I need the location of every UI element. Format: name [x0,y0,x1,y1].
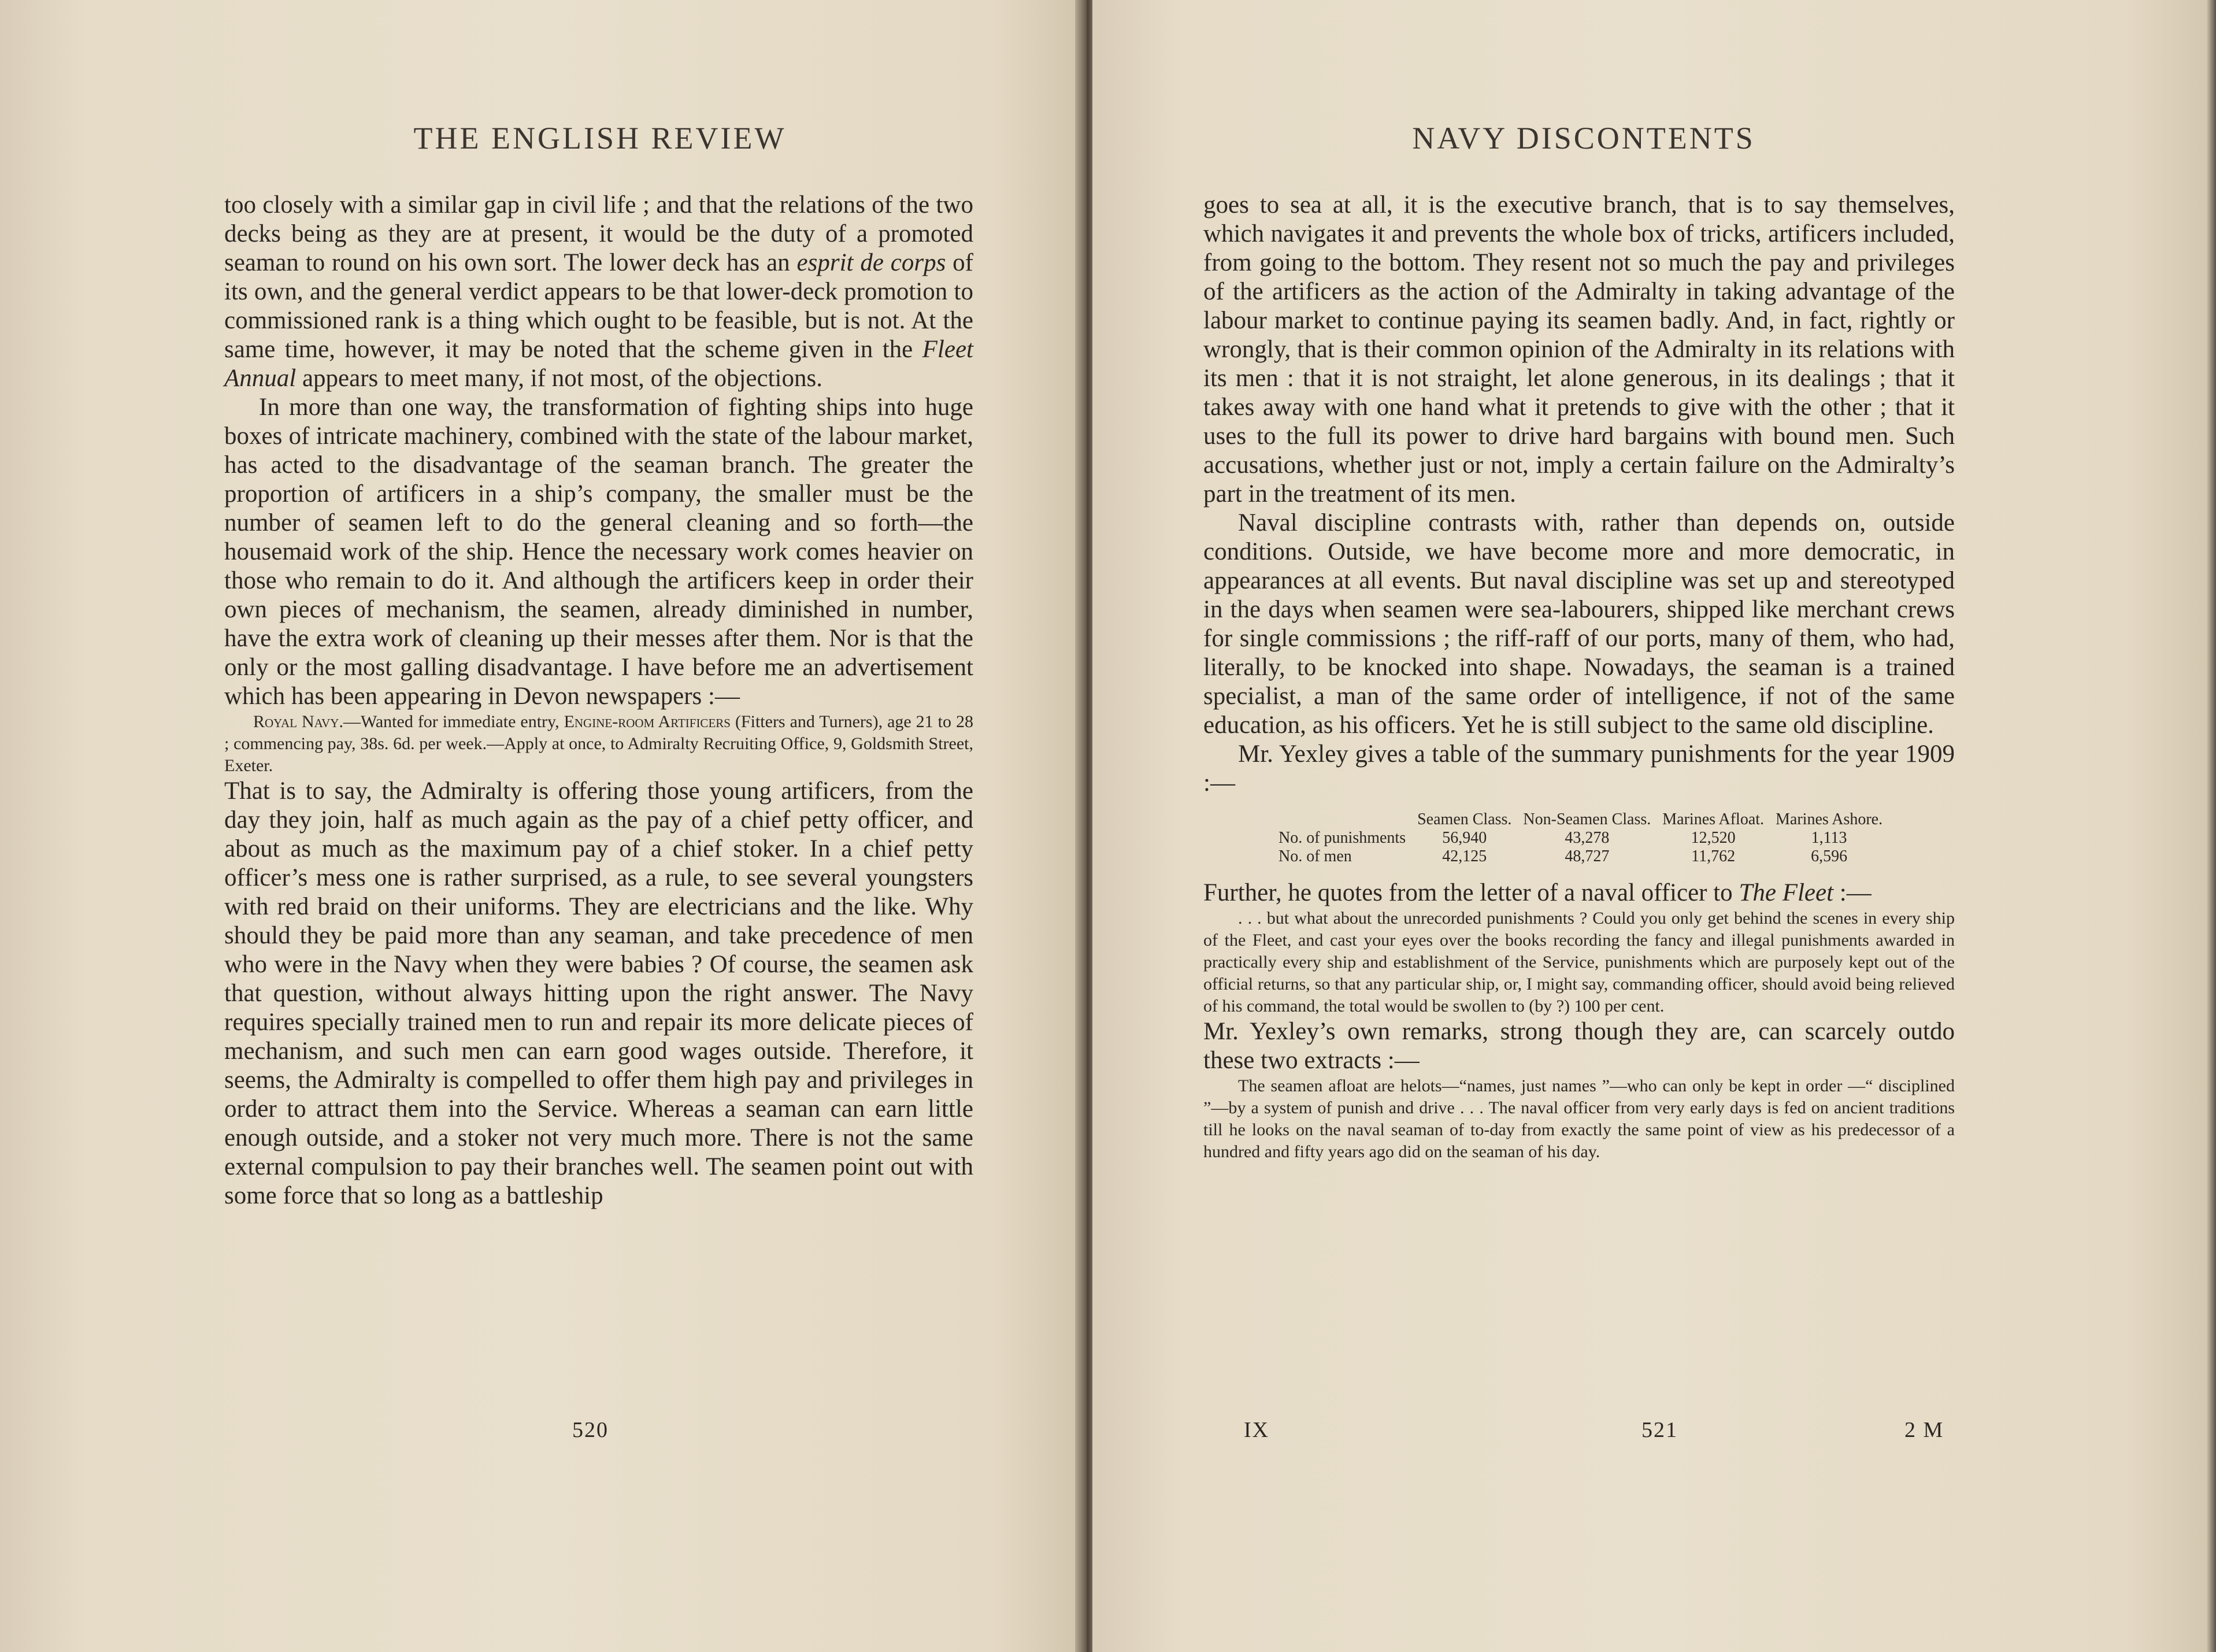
table-cell: 43,278 [1565,829,1610,847]
right-page [1092,0,2216,1652]
left-page-body [224,191,973,1210]
table-header: Non-Seamen Class. [1523,810,1651,828]
table-cell: 12,520 [1691,829,1736,847]
advertisement-quote: Royal Navy.—Wanted for immediate entry, Engine-room Artificers (Fitters and Turners), age 21 to 28 ; commencing pay, 38s. 6d. per week.—Apply at once, to Admiralty Recruiting Office, 9, Goldsmith Street, Exeter. [224,712,973,775]
paragraph: goes to sea at all, it is the executive branch, that is to say themselves, which navigates it and prevents the whole box of tricks, artificers included, from going to the bottom. They resent not so much the pay and privileges of the artificers as the action of the Admiralty in taking advantage of the labour market to continue paying its seamen badly. And, in fact, rightly or wrongly, that is their common opinion of the Admiralty in its relations with its men : that it is not straight, let alone generous, in its dealings ; that it takes away with one hand what it pretends to give with the other ; that it uses to the full its power to drive hard bargains with bound men. Such accusations, whether just or not, imply a certain failure on the Admiralty’s part in the treatment of its men. [1203,191,1955,508]
table-cell: 6,596 [1811,847,1848,865]
running-head-left: THE ENGLISH REVIEW [413,121,787,155]
right-page-body [1203,191,1955,1163]
table-cell: 48,727 [1565,847,1610,865]
paragraph: Mr. Yexley gives a table of the summary punishments for the year 1909 :— [1203,740,1955,797]
table-cell: 1,113 [1811,829,1847,847]
page-number-right: 521 [1641,1418,1678,1442]
paragraph: too closely with a similar gap in civil life ; and that the relations of the two decks being as they are at present, it would be the duty of a promoted seaman to round on his own sort. The lower deck has an esprit de corps of its own, and the general verdict appears to be that lower-deck promotion to commissioned rank is a thing which ought to be feasible, but is not. At the same time, however, it may be noted that the scheme given in the Fleet Annual appears to meet many, if not most, of the objections. [224,191,973,392]
running-head-right: NAVY DISCONTENTS [1412,121,1755,155]
signature-mark-left: IX [1244,1418,1270,1442]
table-header: Seamen Class. [1417,810,1512,828]
paragraph: Naval discipline contrasts with, rather than depends on, outside conditions. Outside, we have become more and more democratic, in appearances at all events. But naval discipline was set up and stereotyped in the days when seamen were sea-labourers, shipped like merchant crews for single commissions ; the riff-raff of our ports, many of them, who had, literally, to be knocked into shape. Nowadays, the seaman is a trained specialist, a man of the same order of intelligence, if not of the same education, as his officers. Yet he is still subject to the same old discipline. [1203,509,1955,739]
table-row [1279,847,1888,866]
block-quote: . . . but what about the unrecorded punishments ? Could you only get behind the scenes in every ship of the Fleet, and cast your eyes over the books recording the fancy and illegal punishments awarded in practically every ship and establishment of the Service, punishments which are purposely kept out of the official returns, so that any particular ship, or, I might say, commanding officer, should avoid being relieved of his command, the total would be swollen to (by ?) 100 per cent. [1203,909,1955,1016]
paragraph: That is to say, the Admiralty is offering those young artificers, from the day they join, half as much again as the pay of a chief petty officer, and about as much as the maximum pay of a chief stoker. In a chief petty officer’s mess one is rather surprised, as a rule, to see several youngsters with red braid on their uniforms. They are electricians and the like. Why should they be paid more than any seaman, and take precedence of men who were in the Navy when they were babies ? Of course, the seamen ask that question, without always hitting upon the right answer. The Navy requires specially trained men to run and repair its more delicate pieces of mechanism, and such men can earn good wages outside. Therefore, it seems, the Admiralty is compelled to offer them high pay and privileges in order to attract them into the Service. Whereas a seaman can earn little enough outside, and a stoker not very much more. There is not the same external compulsion to pay their branches well. The seamen point out with some force that so long as a battleship [224,777,973,1209]
page-number-left: 520 [572,1418,609,1442]
table-header: Marines Ashore. [1776,810,1883,828]
row-label: No. of men [1279,847,1352,865]
paragraph: Mr. Yexley’s own remarks, strong though they are, can scarcely outdo these two extracts :— [1203,1018,1955,1074]
table-header: Marines Afloat. [1662,810,1765,828]
table-header-row [1279,810,1888,829]
row-label: No. of punishments [1279,829,1406,847]
paragraph: Further, he quotes from the letter of a naval officer to The Fleet :— [1203,879,1872,906]
table-cell: 11,762 [1691,847,1736,865]
table-row [1279,829,1888,847]
page-edge [2207,0,2216,1652]
table-cell: 42,125 [1442,847,1487,865]
block-quote: The seamen afloat are helots—“names, just names ”—who can only be kept in order —“ disciplined ”—by a system of punish and drive . . . The naval officer from very early days is fed on ancient traditions till he looks on the naval seaman of to-day from exactly the same point of view as his predecessor of a hundred and fifty years ago did on the seaman of his day. [1203,1076,1955,1161]
left-page [0,0,1081,1652]
signature-mark-right: 2 M [1904,1418,1944,1442]
table-cell: 56,940 [1442,829,1487,847]
punishments-table [1279,810,1888,866]
paragraph: In more than one way, the transformation of fighting ships into huge boxes of intricate machinery, combined with the state of the labour market, has acted to the disadvantage of the seaman branch. The greater the proportion of artificers in a ship’s company, the smaller must be the number of seamen left to do the general cleaning and so forth—the housemaid work of the ship. Hence the necessary work comes heavier on those who remain to do it. And although the artificers keep in order their own pieces of mechanism, the seamen, already diminished in number, have the extra work of cleaning up their messes after them. Nor is that the only or the most galling disadvantage. I have before me an advertisement which has been appearing in Devon newspapers :— [224,394,973,710]
